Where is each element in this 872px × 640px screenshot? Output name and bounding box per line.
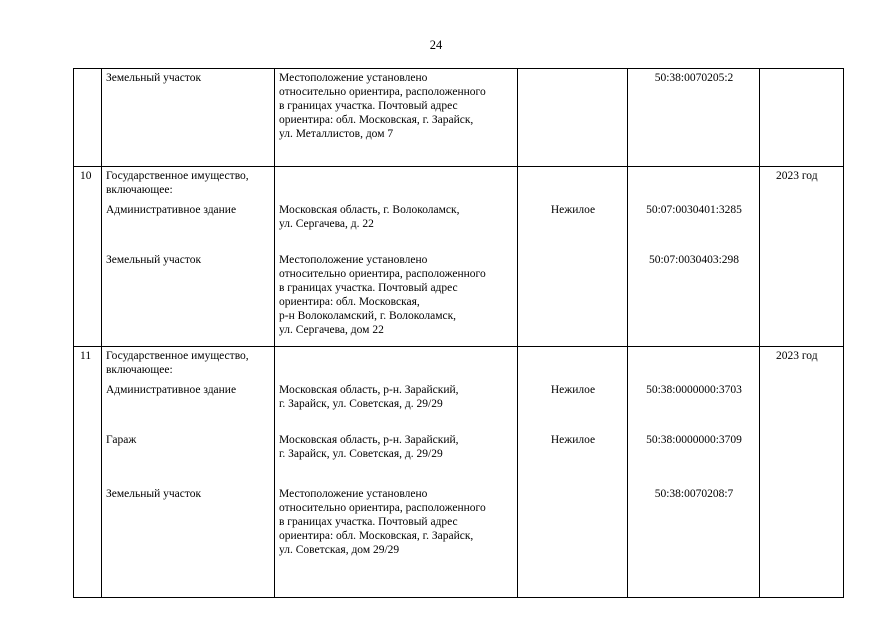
item-address: Местоположение установлено относительно ориентира, расположенного в границах участка. Почтовый адрес ориентира: обл. Московская, р-н Волоколамский, г. Волоколамск, ул. Сергачева, дом 22 (279, 254, 486, 336)
property-table (73, 68, 844, 598)
cell-number (74, 69, 102, 167)
cell-cadastral (628, 69, 760, 167)
cell-cadastral (628, 167, 760, 347)
group-header: Государственное имущество, включающее: (106, 170, 249, 196)
item-cadastral: 50:38:0070205:2 (654, 72, 734, 84)
item-purpose: Нежилое (550, 204, 596, 216)
item-name: Гараж (106, 434, 137, 446)
cell-year (760, 167, 844, 347)
cell-purpose (518, 347, 628, 598)
cell-address (275, 69, 518, 167)
cell-cadastral (628, 347, 760, 598)
year-value: 2023 год (776, 350, 818, 362)
row-number: 11 (80, 350, 92, 362)
cell-address (275, 167, 518, 347)
item-address: Московская область, г. Волоколамск, ул. Сергачева, д. 22 (279, 204, 460, 230)
item-cadastral: 50:07:0030401:3285 (646, 204, 742, 216)
cell-name (102, 69, 275, 167)
cell-address (275, 347, 518, 598)
group-header: Государственное имущество, включающее: (106, 350, 249, 376)
cell-name (102, 167, 275, 347)
cell-year (760, 347, 844, 598)
item-cadastral: 50:07:0030403:298 (648, 254, 740, 266)
table-row (74, 167, 844, 347)
item-name: Земельный участок (106, 72, 202, 84)
item-name: Земельный участок (106, 254, 202, 266)
item-address: Местоположение установлено относительно ориентира, расположенного в границах участка. Почтовый адрес ориентира: обл. Московская, г. Зарайск, ул. Металлистов, дом 7 (279, 72, 486, 140)
page-number: 24 (429, 38, 443, 52)
cell-purpose (518, 167, 628, 347)
item-name: Административное здание (106, 384, 237, 396)
item-cadastral: 50:38:0000000:3703 (646, 384, 742, 396)
row-number: 10 (80, 170, 92, 182)
item-address: Московская область, р-н. Зарайский, г. Зарайск, ул. Советская, д. 29/29 (279, 384, 459, 410)
table-row (74, 69, 844, 167)
cell-name (102, 347, 275, 598)
item-purpose: Нежилое (550, 384, 596, 396)
year-value: 2023 год (776, 170, 818, 182)
item-cadastral: 50:38:0000000:3709 (646, 434, 742, 446)
cell-number (74, 167, 102, 347)
item-name: Земельный участок (106, 488, 202, 500)
item-name: Административное здание (106, 204, 237, 216)
cell-purpose (518, 69, 628, 167)
item-address: Московская область, р-н. Зарайский, г. Зарайск, ул. Советская, д. 29/29 (279, 434, 459, 460)
item-address: Местоположение установлено относительно ориентира, расположенного в границах участка. Почтовый адрес ориентира: обл. Московская, г. Зарайск, ул. Советская, дом 29/29 (279, 488, 486, 556)
table-row (74, 347, 844, 598)
item-cadastral: 50:38:0070208:7 (654, 488, 734, 500)
item-purpose: Нежилое (550, 434, 596, 446)
cell-number (74, 347, 102, 598)
cell-year (760, 69, 844, 167)
